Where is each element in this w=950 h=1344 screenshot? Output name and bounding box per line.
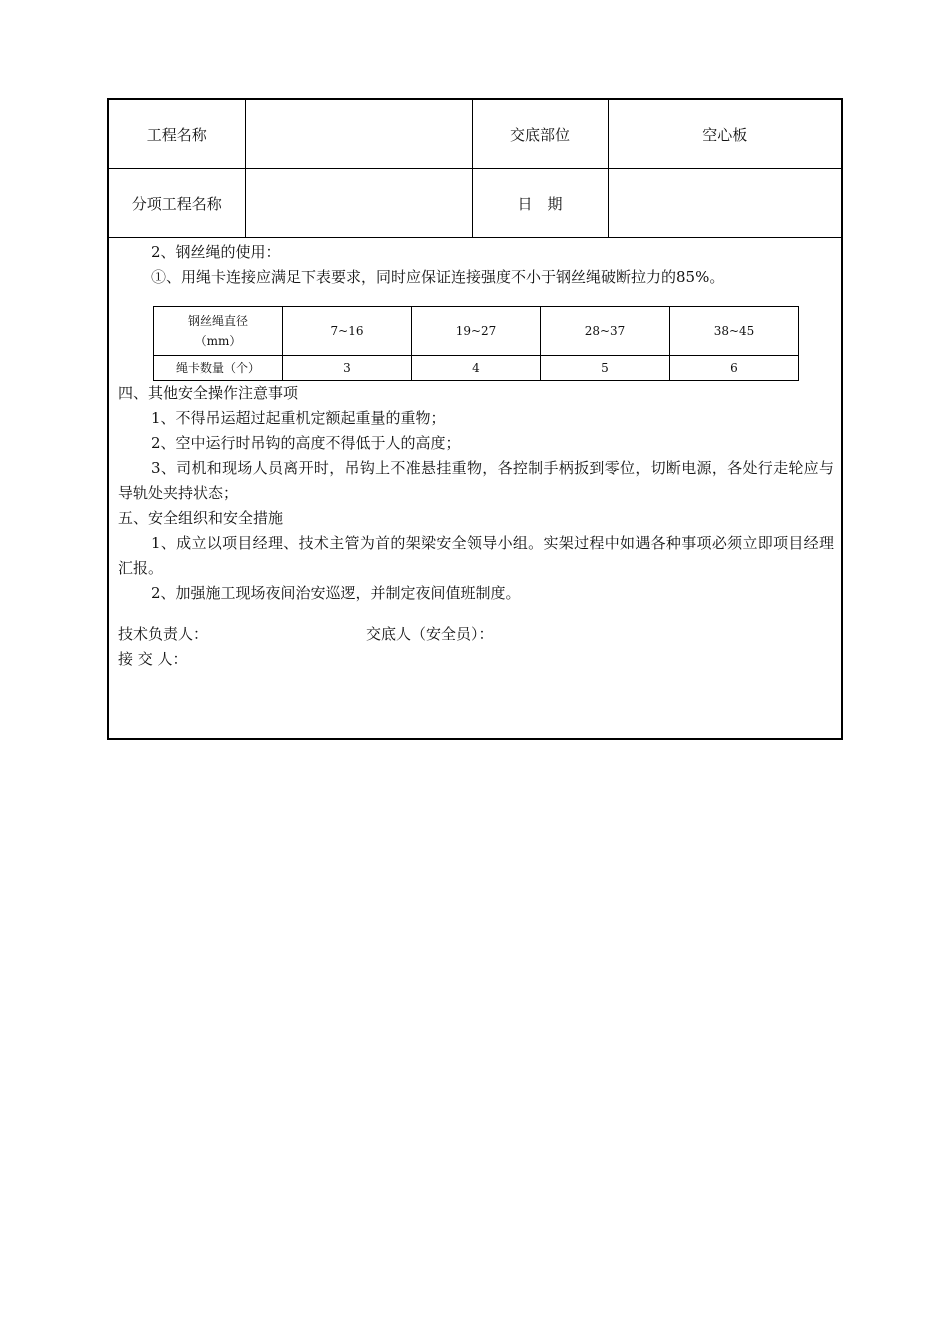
tech-lead-label: 技术负责人：: [118, 625, 209, 643]
wire-diameter-unit: （mm）: [194, 334, 242, 348]
header-table: [109, 100, 841, 238]
diameter-cell: 7~16: [283, 307, 412, 356]
count-cell: 5: [541, 356, 670, 381]
count-cell: 4: [412, 356, 541, 381]
subproject-value: [245, 169, 472, 238]
disclosure-form: [107, 98, 843, 740]
section-4-title: 四、其他安全操作注意事项: [118, 384, 299, 402]
section-4-item: 1、不得吊运超过起重机定额起重量的重物；: [151, 409, 446, 427]
project-name-value: [245, 100, 472, 169]
location-value: 空心板: [608, 100, 841, 169]
count-cell: 3: [283, 356, 412, 381]
date-label: 日 期: [472, 169, 608, 238]
clip-count-header: 绳卡数量（个）: [154, 356, 283, 381]
discloser-label: 交底人（安全员）：: [366, 625, 494, 643]
count-cell: 6: [670, 356, 799, 381]
date-value: [608, 169, 841, 238]
project-name-label: 工程名称: [109, 100, 245, 169]
diameter-cell: 19~27: [412, 307, 541, 356]
section-4-item: 2、空中运行时吊钩的高度不得低于人的高度；: [151, 434, 461, 452]
receiver-label: 接 交 人：: [118, 650, 188, 668]
wire-clip-table: [153, 306, 799, 381]
section-5-item: 2、加强施工现场夜间治安巡逻，并制定夜间值班制度。: [151, 584, 521, 602]
signature-row: [118, 622, 834, 647]
wire-diameter-label: 钢丝绳直径: [187, 314, 248, 328]
diameter-cell: 28~37: [541, 307, 670, 356]
section-4-item: 3、司机和现场人员离开时，吊钩上不准悬挂重物，各控制手柄扳到零位，切断电源，各处行走轮应与导轨处夹持状态；: [118, 459, 834, 502]
wire-diameter-header: [154, 307, 283, 356]
section-5-item: 1、成立以项目经理、技术主管为首的架梁安全领导小组。实架过程中如遇各种事项必须立即项目经理汇报。: [118, 534, 834, 577]
wire-use-title: 2、钢丝绳的使用：: [151, 243, 281, 261]
disclosure-body: [118, 240, 834, 672]
wire-use-item-1: ①、用绳卡连接应满足下表要求，同时应保证连接强度不小于钢丝绳破断拉力的85%。: [151, 268, 725, 286]
subproject-label: 分项工程名称: [109, 169, 245, 238]
section-5-title: 五、安全组织和安全措施: [118, 509, 284, 527]
diameter-cell: 38~45: [670, 307, 799, 356]
location-label: 交底部位: [472, 100, 608, 169]
